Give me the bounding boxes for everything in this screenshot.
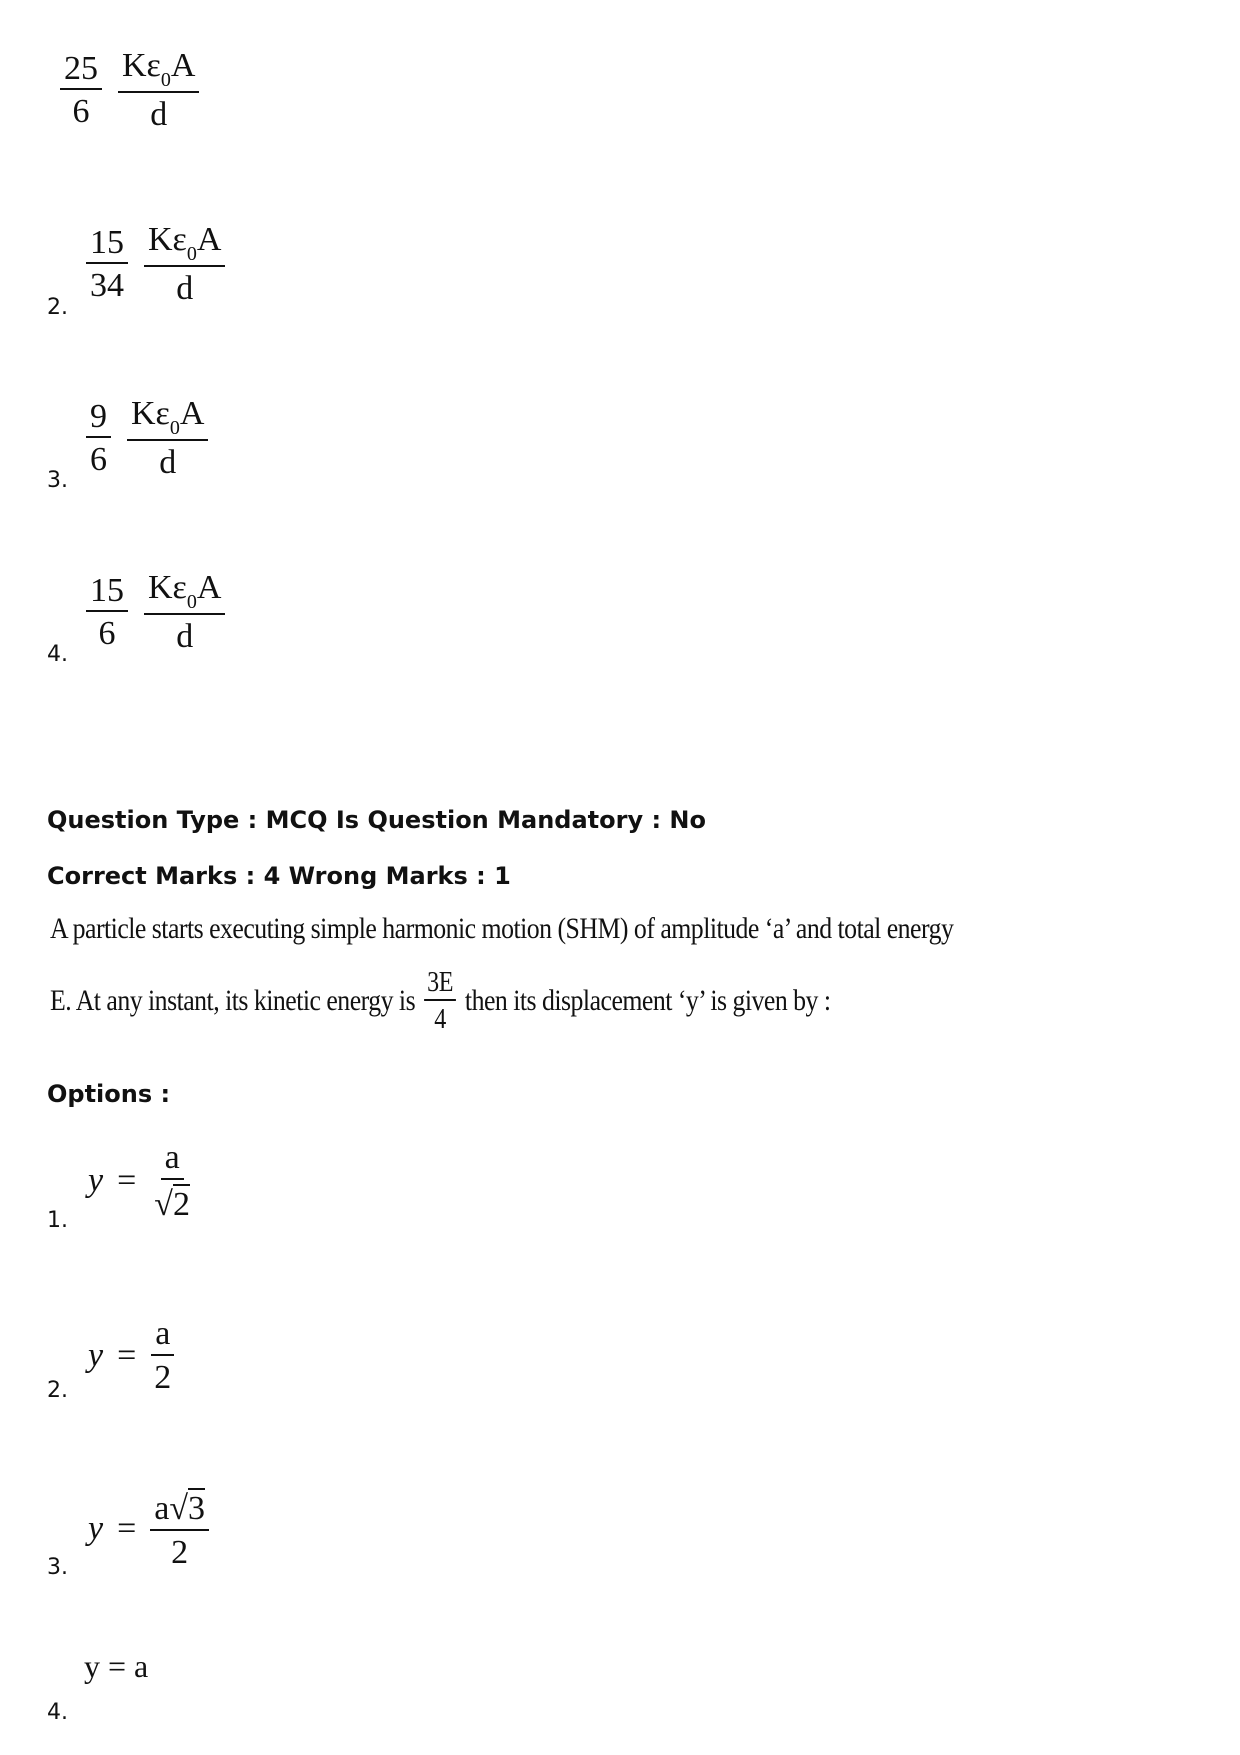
capacitance-fraction: $\frac{K\varepsilon_0A}{d}$ [144, 570, 225, 654]
question-text-line-2: E. At any instant, its kinetic energy is $\frac{3E}{4}$ then its displacement ‘y’ is given by : [50, 967, 831, 1036]
prev-option-1[interactable] [60, 48, 199, 132]
sqrt-symbol: √ 2 [154, 1185, 190, 1223]
answer-fraction: a √ 2 [154, 1139, 190, 1223]
coefficient-fraction: $\frac{25}{6}$ [60, 51, 102, 130]
coefficient-fraction: $\frac{15}{34}$ [86, 225, 128, 304]
option-4-label: 4. [47, 1700, 68, 1725]
option-4[interactable]: y = a [84, 1648, 149, 1684]
options-label: Options : [47, 1080, 171, 1108]
coefficient-fraction: $\frac{9}{6}$ [86, 399, 111, 478]
prev-option-2[interactable] [86, 222, 225, 306]
answer-fraction: a √ 3 2 [150, 1488, 209, 1570]
option-2[interactable]: y = $\frac{a}{2}$ [88, 1316, 175, 1395]
kinetic-energy-fraction: $\frac{3E}{4}$ [424, 968, 457, 1035]
prev-option-3[interactable] [86, 396, 208, 480]
prev-option-2-label: 2. [47, 295, 68, 320]
prev-option-4[interactable] [86, 570, 225, 654]
option-1[interactable]: y = a √ 2 [88, 1140, 194, 1222]
option-3[interactable]: y = a √ 3 2 [88, 1488, 209, 1570]
capacitance-fraction: $\frac{K\varepsilon_0A}{d}$ [127, 396, 208, 480]
option-1-label: 1. [47, 1208, 68, 1233]
marks-line: Correct Marks : 4 Wrong Marks : 1 [47, 862, 511, 890]
option-3-label: 3. [47, 1555, 68, 1580]
answer-fraction: $\frac{a}{2}$ [150, 1316, 175, 1395]
sqrt-symbol: √ 3 [169, 1490, 206, 1527]
prev-option-4-label: 4. [47, 642, 68, 667]
prev-option-3-label: 3. [47, 468, 68, 493]
capacitance-fraction: $\frac{K\varepsilon_0A}{d}$ [118, 48, 199, 132]
coefficient-fraction: $\frac{15}{6}$ [86, 573, 128, 652]
option-2-label: 2. [47, 1378, 68, 1403]
question-text-line-1: A particle starts executing simple harmonic motion (SHM) of amplitude ‘a’ and total energy [50, 912, 954, 945]
question-type-line: Question Type : MCQ Is Question Mandatory : No [47, 806, 706, 834]
capacitance-fraction: $\frac{K\varepsilon_0A}{d}$ [144, 222, 225, 306]
